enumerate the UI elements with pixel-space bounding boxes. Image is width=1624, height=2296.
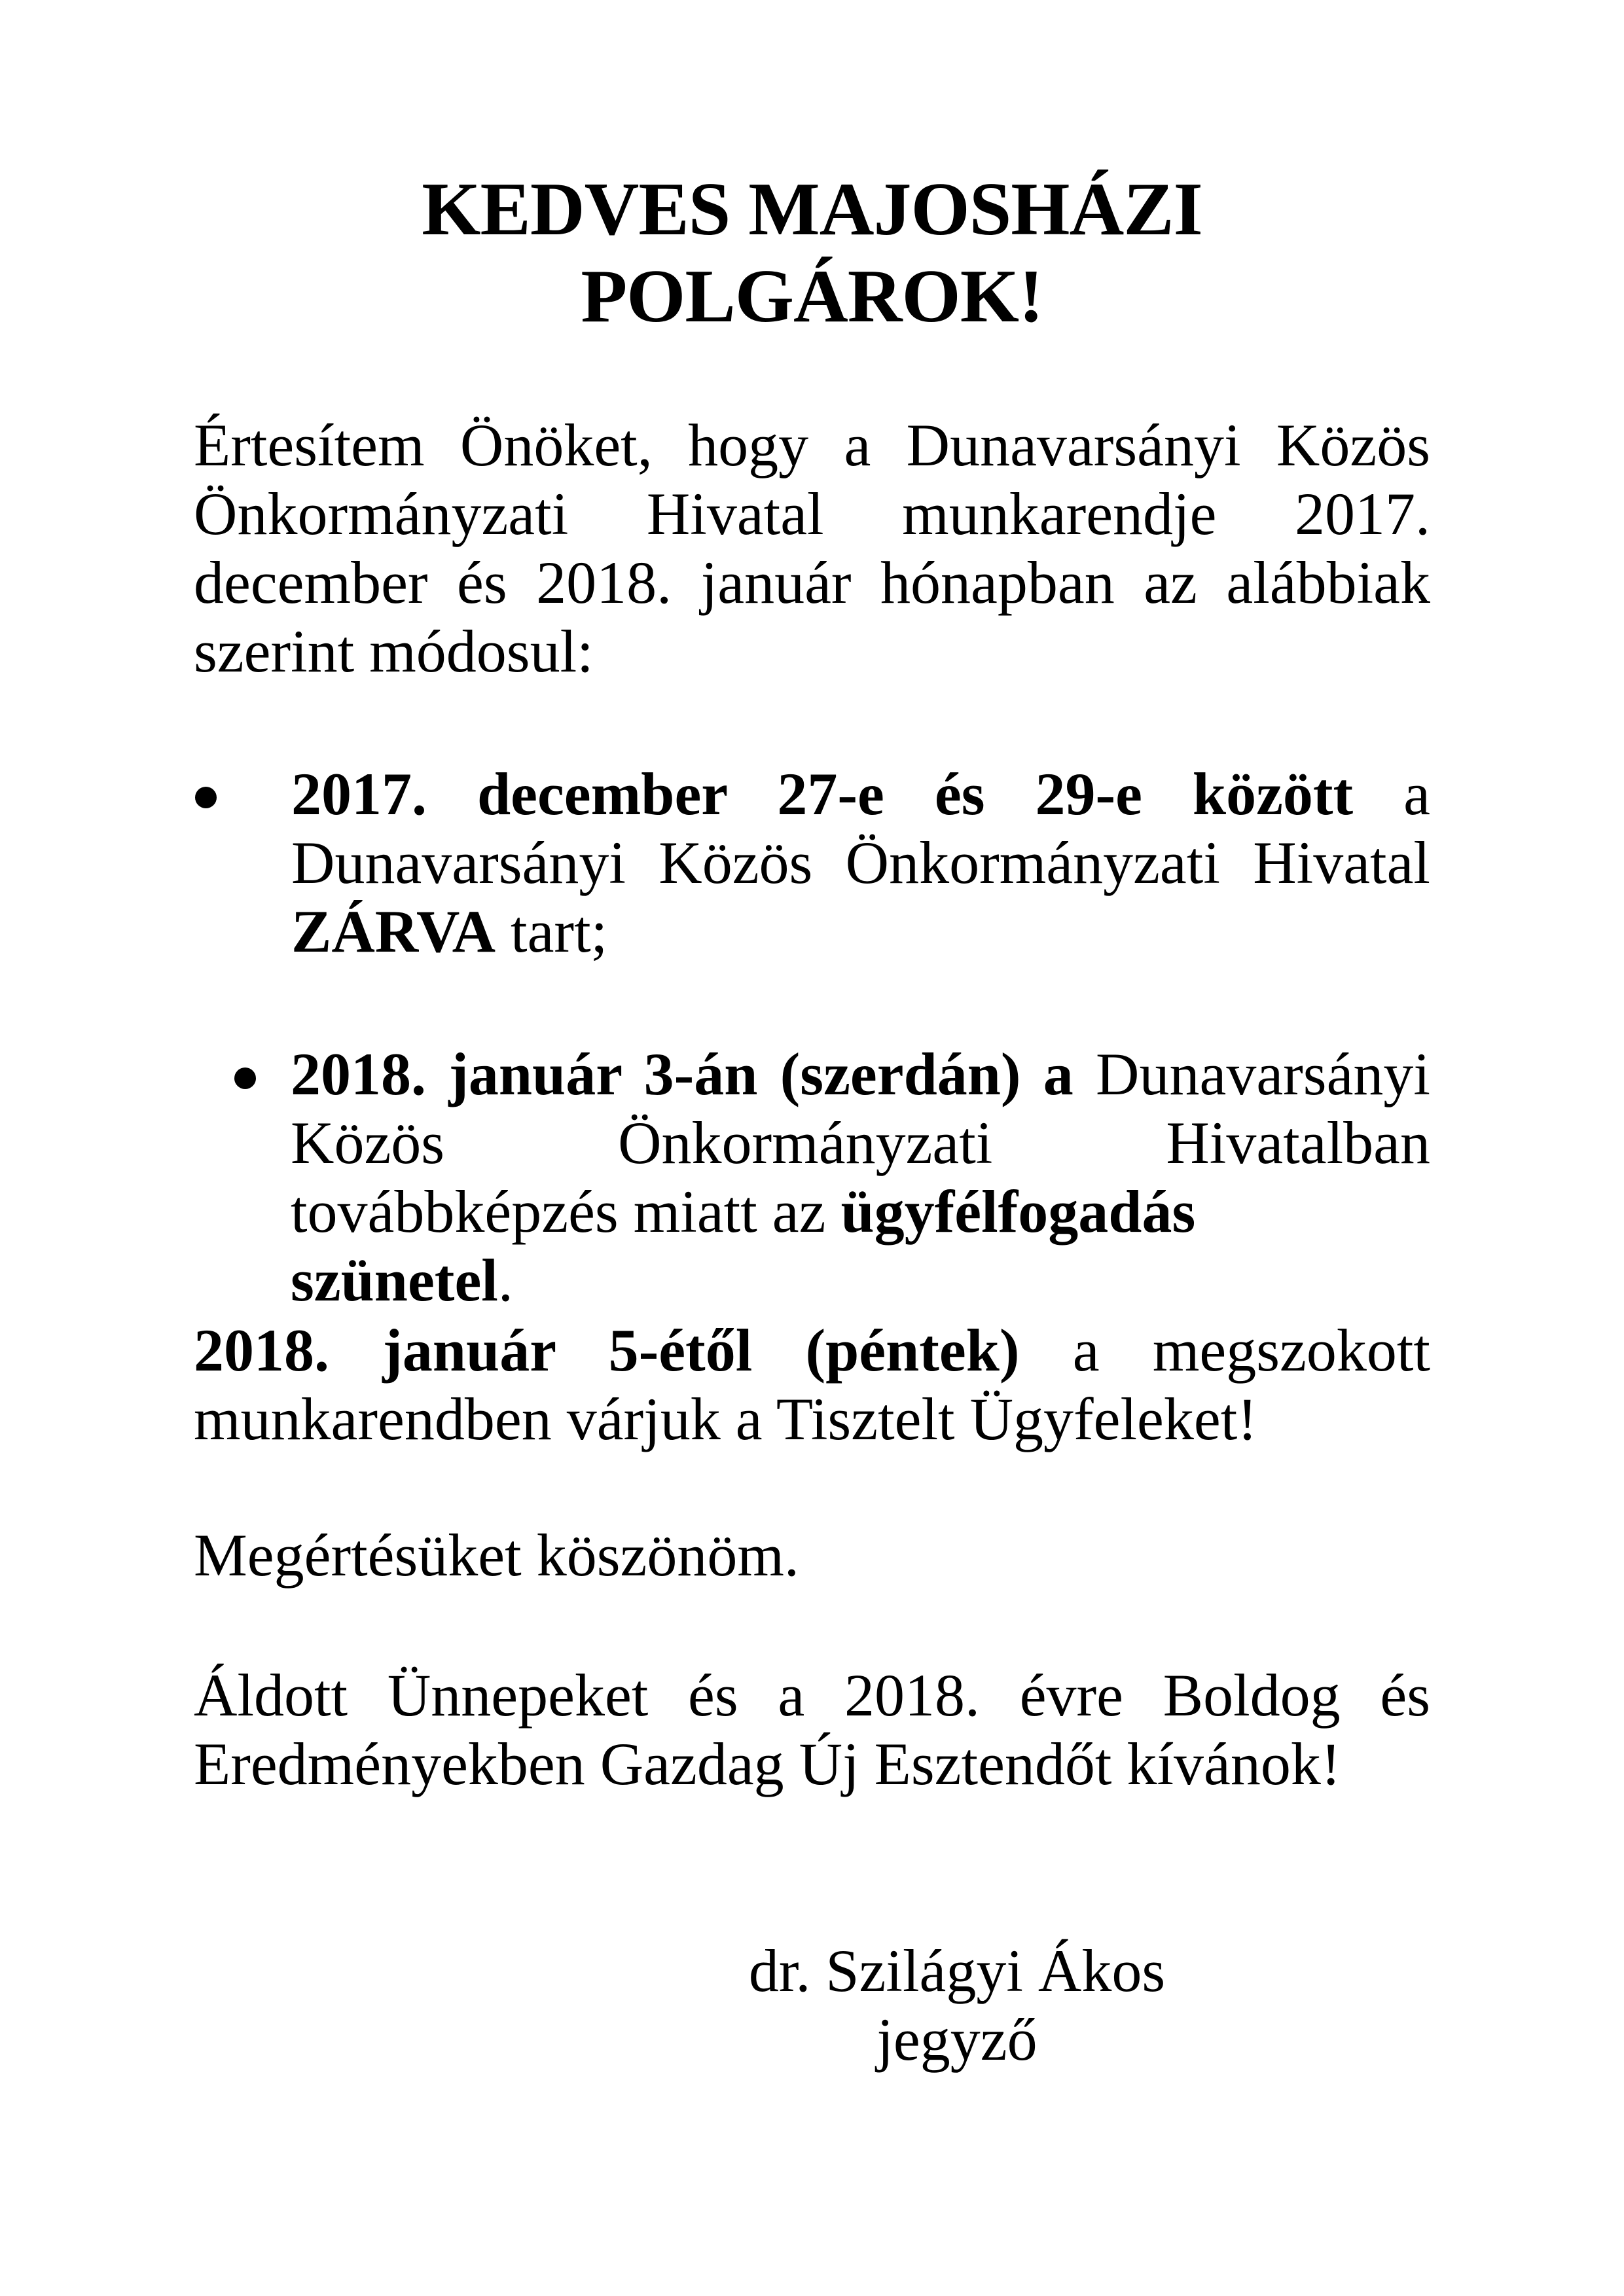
bullet-line bbox=[291, 829, 1430, 897]
bullet-text: Dunavarsányi Közös Önkormányzati Hivatal bbox=[291, 829, 1430, 896]
thanks-paragraph bbox=[194, 1521, 1430, 1590]
intro-line: Önkormányzati Hivatal munkarendje 2017. bbox=[194, 480, 1430, 547]
bullet-line bbox=[291, 897, 1430, 966]
reopening-line bbox=[194, 1316, 1430, 1385]
bullet-line bbox=[291, 760, 1430, 829]
bullet-bold-text: ügyfélfogadás szünetel bbox=[291, 1178, 1196, 1314]
title-line-2: POLGÁROK! bbox=[581, 255, 1043, 338]
reopening-bold-text: 2018. január 5-étől (péntek) bbox=[194, 1317, 1020, 1384]
bullet-item-training bbox=[291, 1040, 1430, 1315]
thanks-line: Megértésüket köszönöm. bbox=[194, 1522, 799, 1588]
intro-line: Értesítem Önöket, hogy a Dunavarsányi Közös bbox=[194, 412, 1430, 478]
bullet-line bbox=[291, 1040, 1430, 1109]
bullet-bold-text: ZÁRVA bbox=[291, 898, 496, 965]
bullet-text: Közös Önkormányzati Hivatalban bbox=[291, 1109, 1430, 1176]
page-title bbox=[0, 166, 1624, 340]
reopening-text: munkarendben várjuk a Tisztelt Ügyfeleket! bbox=[194, 1386, 1257, 1452]
reopening-text: a megszokott bbox=[1019, 1317, 1430, 1384]
bullet-dot-icon bbox=[195, 787, 217, 808]
bullet-dot-icon bbox=[234, 1067, 256, 1089]
bullet-bold-text: 2017. december 27-e és 29-e között bbox=[291, 761, 1354, 827]
title-line-1: KEDVES MAJOSHÁZI bbox=[422, 168, 1202, 251]
signature-role: jegyző bbox=[876, 2006, 1038, 2073]
bullet-line bbox=[291, 1177, 1430, 1315]
bullet-text: . bbox=[497, 1247, 513, 1314]
intro-line: december és 2018. január hónapban az alábbiak bbox=[194, 549, 1430, 616]
reopening-paragraph bbox=[194, 1316, 1430, 1454]
intro-line: szerint módosul: bbox=[194, 618, 594, 685]
bullet-item-closure bbox=[291, 760, 1430, 966]
intro-paragraph bbox=[194, 411, 1430, 686]
bullet-text: Dunavarsányi bbox=[1073, 1041, 1430, 1107]
greeting-paragraph bbox=[194, 1661, 1430, 1799]
bullet-line bbox=[291, 1109, 1430, 1177]
bullet-bold-text: 2018. január 3-án (szerdán) a bbox=[291, 1041, 1074, 1107]
greeting-line: Áldott Ünnepeket és a 2018. évre Boldog és bbox=[194, 1662, 1430, 1729]
bullet-text: továbbképzés miatt az bbox=[291, 1178, 841, 1245]
bullet-text: a bbox=[1353, 761, 1430, 827]
reopening-line bbox=[194, 1385, 1430, 1454]
bullet-text: tart; bbox=[496, 898, 608, 965]
greeting-line: Eredményekben Gazdag Új Esztendőt kívánok! bbox=[194, 1731, 1341, 1797]
signature-name: dr. Szilágyi Ákos bbox=[748, 1937, 1166, 2004]
